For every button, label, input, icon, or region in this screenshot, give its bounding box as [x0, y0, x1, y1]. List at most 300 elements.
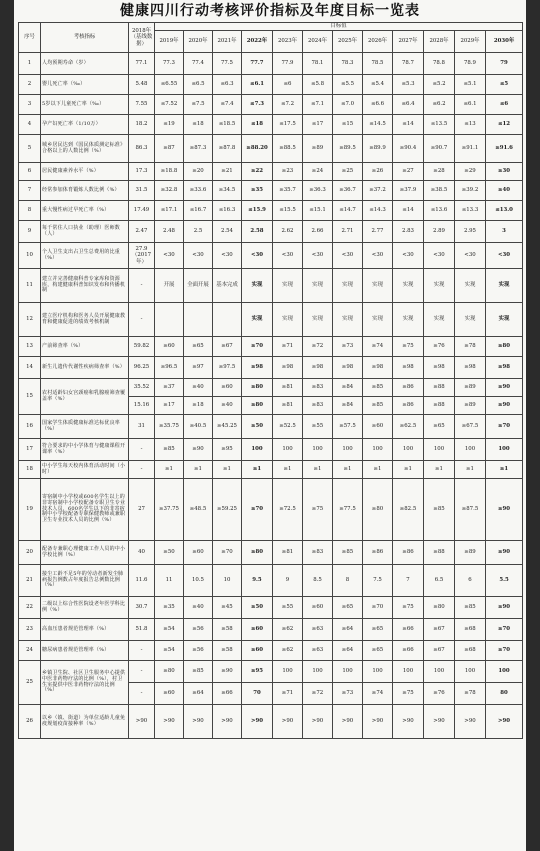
- target-cell: ≥70: [242, 479, 273, 541]
- target-cell: 100: [273, 661, 303, 683]
- target-cell: 77.4: [184, 53, 213, 75]
- target-cell: ≥70: [486, 415, 523, 439]
- target-cell: ≥18: [184, 397, 213, 415]
- target-cell: ≥87.8: [213, 135, 242, 163]
- target-group-header: 目标值: [155, 23, 523, 31]
- target-cell: ≥1: [155, 461, 184, 479]
- target-cell: 2.58: [242, 221, 273, 243]
- baseline-cell: 30.7: [129, 597, 155, 619]
- baseline-cell: -: [129, 661, 155, 683]
- baseline-cell: 2.47: [129, 221, 155, 243]
- target-cell: ≤15: [333, 115, 363, 135]
- target-cell: ≥98: [273, 357, 303, 379]
- target-cell: ≥85: [333, 541, 363, 565]
- target-cell: ≥40.5: [184, 415, 213, 439]
- target-cell: ≥45.25: [213, 415, 242, 439]
- target-cell: ≤18: [242, 115, 273, 135]
- target-cell: ≥89: [455, 397, 486, 415]
- target-cell: ≥80: [486, 337, 523, 357]
- target-cell: ≥85: [424, 479, 455, 541]
- target-cell: >90: [242, 705, 273, 739]
- target-cell: ≥91.1: [455, 135, 486, 163]
- target-cell: ≥1: [393, 461, 424, 479]
- target-cell: ≤15.1: [303, 201, 333, 221]
- table-row: [19, 541, 523, 565]
- target-cell: ≥67: [424, 641, 455, 661]
- target-cell: ≤6.5: [184, 75, 213, 95]
- year-header: 2021年: [213, 31, 242, 53]
- target-cell: ≥23: [273, 163, 303, 181]
- target-cell: ≥67: [424, 619, 455, 641]
- document-title: 健康四川行动考核评价指标及年度目标一览表: [120, 3, 420, 19]
- target-cell: 100: [273, 439, 303, 461]
- indicator-cell: 国家学生体质健康标准达标优良率（%）: [41, 415, 129, 439]
- baseline-cell: 7.55: [129, 95, 155, 115]
- target-cell: ≥78: [455, 683, 486, 705]
- target-cell: ≥91.6: [486, 135, 523, 163]
- target-cell: ≤5: [486, 75, 523, 95]
- table-row: [19, 53, 523, 75]
- target-cell: 100: [303, 439, 333, 461]
- target-cell: ≥58: [213, 641, 242, 661]
- seq-cell: 24: [19, 641, 41, 661]
- target-cell: ≥40: [184, 379, 213, 397]
- target-cell: >90: [424, 705, 455, 739]
- target-cell: ≤7.52: [155, 95, 184, 115]
- target-cell: ≥26: [363, 163, 393, 181]
- seq-cell: 16: [19, 415, 41, 439]
- seq-cell: 14: [19, 357, 41, 379]
- baseline-cell: 77.1: [129, 53, 155, 75]
- target-cell: ≥98: [303, 357, 333, 379]
- target-cell: ≤14.3: [363, 201, 393, 221]
- target-cell: ≥24: [303, 163, 333, 181]
- target-cell: ≤18.5: [213, 115, 242, 135]
- indicator-cell: 农村适龄妇女宫颈癌和乳腺癌筛查覆盖率（%）: [41, 379, 129, 415]
- seq-cell: 22: [19, 597, 41, 619]
- seq-cell: 3: [19, 95, 41, 115]
- target-cell: <30: [242, 243, 273, 269]
- target-cell: ≥56: [184, 641, 213, 661]
- target-cell: 2.5: [184, 221, 213, 243]
- table-row: [19, 75, 523, 95]
- target-cell: ≥97: [184, 357, 213, 379]
- seq-cell: 23: [19, 619, 41, 641]
- baseline-cell: 31.5: [129, 181, 155, 201]
- indicator-table: [18, 22, 523, 739]
- target-cell: ≥75: [393, 337, 424, 357]
- target-cell: >90: [155, 705, 184, 739]
- indicator-cell: 建立医疗机构和医务人员开展健康教育和健康促进的绩效考核机制: [41, 303, 129, 337]
- target-cell: 78.5: [363, 53, 393, 75]
- target-cell: <30: [486, 243, 523, 269]
- year-header: 2023年: [273, 31, 303, 53]
- target-cell: ≥70: [486, 619, 523, 641]
- baseline-header: 2018年（基线数据）: [129, 23, 155, 53]
- target-cell: ≥80: [242, 397, 273, 415]
- target-cell: 2.77: [363, 221, 393, 243]
- target-cell: ≥98: [486, 357, 523, 379]
- seq-cell: 8: [19, 201, 41, 221]
- target-cell: ≥62.5: [393, 415, 424, 439]
- target-cell: 6: [455, 565, 486, 597]
- target-cell: ≥80: [424, 597, 455, 619]
- target-cell: 100: [333, 661, 363, 683]
- target-cell: ≤6: [486, 95, 523, 115]
- target-cell: ≥1: [363, 461, 393, 479]
- target-cell: ≥18.8: [155, 163, 184, 181]
- target-cell: ≥25: [333, 163, 363, 181]
- baseline-cell: 59.82: [129, 337, 155, 357]
- baseline-cell: 5.48: [129, 75, 155, 95]
- target-cell: ≥81: [273, 541, 303, 565]
- target-cell: >90: [486, 705, 523, 739]
- table-row: [19, 135, 523, 163]
- target-cell: >90: [393, 705, 424, 739]
- target-cell: ≥84: [333, 379, 363, 397]
- target-cell: ≥70: [486, 641, 523, 661]
- table-row: [19, 181, 523, 201]
- target-cell: [155, 303, 184, 337]
- target-cell: 实现: [273, 303, 303, 337]
- target-cell: ≥1: [273, 461, 303, 479]
- target-cell: 10: [213, 565, 242, 597]
- target-cell: ≥68: [455, 619, 486, 641]
- target-cell: ≤7.5: [184, 95, 213, 115]
- target-cell: ≥1: [424, 461, 455, 479]
- target-cell: ≥86: [393, 541, 424, 565]
- target-cell: ≥80: [242, 541, 273, 565]
- document-page: [14, 0, 526, 851]
- target-cell: ≥83: [303, 379, 333, 397]
- target-cell: ≥60: [155, 683, 184, 705]
- target-cell: ≤12: [486, 115, 523, 135]
- target-cell: ≥50: [242, 415, 273, 439]
- baseline-cell: 96.25: [129, 357, 155, 379]
- target-cell: 11: [155, 565, 184, 597]
- table-row: [19, 379, 523, 397]
- target-cell: 100: [486, 661, 523, 683]
- target-cell: ≥75: [393, 597, 424, 619]
- target-cell: ≥98: [363, 357, 393, 379]
- target-cell: ≤6.2: [424, 95, 455, 115]
- target-cell: <30: [424, 243, 455, 269]
- target-cell: ≥20: [184, 163, 213, 181]
- target-cell: ≤15.9: [242, 201, 273, 221]
- target-cell: ≥89: [303, 135, 333, 163]
- year-header: 2022年: [242, 31, 273, 53]
- target-cell: 100: [363, 439, 393, 461]
- seq-cell: 12: [19, 303, 41, 337]
- target-cell: ≥90: [486, 541, 523, 565]
- baseline-cell: -: [129, 269, 155, 303]
- target-cell: ≥60: [303, 597, 333, 619]
- target-cell: ≥22: [242, 163, 273, 181]
- baseline-cell: -: [129, 439, 155, 461]
- target-cell: 100: [303, 661, 333, 683]
- indicator-cell: 产前筛查率（%）: [41, 337, 129, 357]
- target-cell: ≥84: [333, 397, 363, 415]
- target-cell: ≥97.5: [213, 357, 242, 379]
- target-cell: ≥1: [333, 461, 363, 479]
- seq-cell: 11: [19, 269, 41, 303]
- target-cell: 100: [393, 439, 424, 461]
- baseline-cell: -: [129, 303, 155, 337]
- target-cell: ≥35.75: [155, 415, 184, 439]
- target-cell: <30: [184, 243, 213, 269]
- seq-cell: 20: [19, 541, 41, 565]
- target-cell: ≥70: [242, 337, 273, 357]
- target-cell: >90: [363, 705, 393, 739]
- indicator-cell: 重大慢性病过早死亡率（%）: [41, 201, 129, 221]
- target-cell: ≤17.5: [273, 115, 303, 135]
- baseline-cell: 27: [129, 479, 155, 541]
- target-cell: ≥1: [242, 461, 273, 479]
- target-cell: 78.3: [333, 53, 363, 75]
- target-cell: ≥82.5: [393, 479, 424, 541]
- table-row: [19, 705, 523, 739]
- target-cell: ≥71: [273, 683, 303, 705]
- target-cell: 2.95: [455, 221, 486, 243]
- target-cell: ≥36.7: [333, 181, 363, 201]
- target-cell: ≤6.1: [455, 95, 486, 115]
- target-cell: 3: [486, 221, 523, 243]
- target-cell: ≥60: [184, 541, 213, 565]
- target-cell: ≤17: [303, 115, 333, 135]
- seq-cell: 7: [19, 181, 41, 201]
- indicator-cell: 糖尿病患者规范管理率（%）: [41, 641, 129, 661]
- indicator-cell: 孕产妇死亡率（1/10万）: [41, 115, 129, 135]
- target-cell: ≥71: [273, 337, 303, 357]
- target-cell: ≥65: [363, 619, 393, 641]
- target-cell: ≥35: [242, 181, 273, 201]
- target-cell: 78.7: [393, 53, 424, 75]
- target-cell: ≥62: [273, 619, 303, 641]
- target-cell: ≥88: [424, 379, 455, 397]
- target-cell: ≥98: [333, 357, 363, 379]
- baseline-cell: 27.9（2017年）: [129, 243, 155, 269]
- target-cell: 77.3: [155, 53, 184, 75]
- target-cell: 实现: [273, 269, 303, 303]
- target-cell: ≤5.1: [455, 75, 486, 95]
- target-cell: 实现: [393, 269, 424, 303]
- target-cell: ≤7.2: [273, 95, 303, 115]
- year-header: 2025年: [333, 31, 363, 53]
- seq-cell: 1: [19, 53, 41, 75]
- target-cell: 77.7: [242, 53, 273, 75]
- target-cell: ≥89: [455, 541, 486, 565]
- target-cell: ≥75: [303, 479, 333, 541]
- target-cell: ≥90: [213, 661, 242, 683]
- target-cell: ≥78: [455, 337, 486, 357]
- target-cell: ≤16.3: [213, 201, 242, 221]
- baseline-cell: -: [129, 461, 155, 479]
- target-cell: 9: [273, 565, 303, 597]
- target-cell: ≥35: [155, 597, 184, 619]
- target-cell: ≤5.8: [303, 75, 333, 95]
- target-cell: ≥39.2: [455, 181, 486, 201]
- target-cell: ≥62: [273, 641, 303, 661]
- indicator-cell: 二级以上综合性医院设老年医学科比例（%）: [41, 597, 129, 619]
- target-cell: ≥67.5: [455, 415, 486, 439]
- target-cell: 实现: [363, 303, 393, 337]
- baseline-cell: -: [129, 683, 155, 705]
- target-cell: >90: [333, 705, 363, 739]
- table-row: [19, 303, 523, 337]
- target-cell: ≥21: [213, 163, 242, 181]
- target-cell: ≥27: [393, 163, 424, 181]
- target-cell: 实现: [242, 303, 273, 337]
- target-cell: ≥30: [486, 163, 523, 181]
- seq-cell: 5: [19, 135, 41, 163]
- baseline-cell: 31: [129, 415, 155, 439]
- target-cell: ≥90: [486, 597, 523, 619]
- target-cell: 10.5: [184, 565, 213, 597]
- target-cell: 实现: [455, 269, 486, 303]
- target-cell: <30: [363, 243, 393, 269]
- target-cell: ≥83: [303, 397, 333, 415]
- indicator-cell: 人均预期寿命（岁）: [41, 53, 129, 75]
- target-cell: 8.5: [303, 565, 333, 597]
- table-row: [19, 415, 523, 439]
- target-cell: >90: [455, 705, 486, 739]
- target-cell: ≤13.5: [424, 115, 455, 135]
- target-cell: ≥81: [273, 379, 303, 397]
- baseline-cell: 40: [129, 541, 155, 565]
- target-cell: 7: [393, 565, 424, 597]
- target-cell: 100: [455, 439, 486, 461]
- target-cell: ≥33.6: [184, 181, 213, 201]
- target-cell: 100: [393, 661, 424, 683]
- target-cell: ≥37.9: [393, 181, 424, 201]
- target-cell: ≥64: [184, 683, 213, 705]
- table-row: [19, 95, 523, 115]
- target-cell: ≥74: [363, 337, 393, 357]
- baseline-cell: >90: [129, 705, 155, 739]
- target-cell: ≥65: [424, 415, 455, 439]
- target-cell: ≥86: [393, 379, 424, 397]
- target-cell: ≥57.5: [333, 415, 363, 439]
- target-cell: ≥60: [155, 337, 184, 357]
- target-cell: ≥54: [155, 619, 184, 641]
- target-cell: ≥72: [303, 337, 333, 357]
- seq-cell: 4: [19, 115, 41, 135]
- seq-cell: 15: [19, 379, 41, 415]
- target-cell: ≥88.5: [273, 135, 303, 163]
- target-cell: ≥98: [242, 357, 273, 379]
- year-header: 2027年: [393, 31, 424, 53]
- target-cell: ≥37: [155, 379, 184, 397]
- target-cell: 100: [242, 439, 273, 461]
- baseline-cell: 15.16: [129, 397, 155, 415]
- target-cell: ≥96.5: [155, 357, 184, 379]
- target-cell: ≥36.3: [303, 181, 333, 201]
- target-cell: ≥37.2: [363, 181, 393, 201]
- table-row: [19, 661, 523, 683]
- target-cell: ≤6.4: [393, 95, 424, 115]
- target-cell: 100: [333, 439, 363, 461]
- target-cell: 78.1: [303, 53, 333, 75]
- indicator-cell: 以乡（镇、街道）为单位适龄儿童免疫规划疫苗接种率（%）: [41, 705, 129, 739]
- target-cell: 70: [242, 683, 273, 705]
- target-cell: ≥35.7: [273, 181, 303, 201]
- year-header: 2019年: [155, 31, 184, 53]
- seq-cell: 17: [19, 439, 41, 461]
- indicator-cell: 个人卫生支出占卫生总费用的比重（%）: [41, 243, 129, 269]
- table-row: [19, 565, 523, 597]
- target-cell: 实现: [333, 303, 363, 337]
- target-cell: ≥88: [424, 541, 455, 565]
- target-cell: ≥73: [333, 337, 363, 357]
- target-cell: [184, 303, 213, 337]
- target-cell: ≥89: [455, 379, 486, 397]
- target-cell: 8: [333, 565, 363, 597]
- indicator-cell: 婴儿死亡率（‰）: [41, 75, 129, 95]
- target-cell: ≤13.6: [424, 201, 455, 221]
- target-cell: ≤15.5: [273, 201, 303, 221]
- target-cell: ≥87: [155, 135, 184, 163]
- target-cell: ≥85: [363, 397, 393, 415]
- target-cell: 100: [455, 661, 486, 683]
- target-cell: ≥86: [393, 397, 424, 415]
- target-cell: 实现: [424, 269, 455, 303]
- seq-cell: 10: [19, 243, 41, 269]
- target-cell: 开展: [155, 269, 184, 303]
- target-cell: 100: [424, 439, 455, 461]
- indicator-cell: 接尘工龄不足5年的劳动者新发尘肺病报告例数占年度报告总例数比例（%）: [41, 565, 129, 597]
- target-cell: ≤6.55: [155, 75, 184, 95]
- seq-cell: 9: [19, 221, 41, 243]
- target-cell: ≥1: [455, 461, 486, 479]
- target-cell: ≥87.5: [455, 479, 486, 541]
- table-row: [19, 439, 523, 461]
- target-cell: 实现: [424, 303, 455, 337]
- target-cell: ≥73: [333, 683, 363, 705]
- target-cell: ≥34.5: [213, 181, 242, 201]
- target-cell: ≥83: [303, 541, 333, 565]
- seq-header: 序号: [19, 23, 41, 53]
- year-header: 2029年: [455, 31, 486, 53]
- target-cell: ≥40: [486, 181, 523, 201]
- target-cell: ≥90: [486, 379, 523, 397]
- target-cell: 全面开展: [184, 269, 213, 303]
- target-cell: ≥72: [303, 683, 333, 705]
- target-cell: ≤6.3: [213, 75, 242, 95]
- target-cell: 2.54: [213, 221, 242, 243]
- target-cell: 7.5: [363, 565, 393, 597]
- target-cell: ≥85: [155, 439, 184, 461]
- target-cell: 100: [486, 439, 523, 461]
- target-cell: ≥76: [424, 683, 455, 705]
- target-cell: ≥89.5: [333, 135, 363, 163]
- target-cell: ≥76: [424, 337, 455, 357]
- baseline-cell: 51.8: [129, 619, 155, 641]
- baseline-cell: 17.49: [129, 201, 155, 221]
- seq-cell: 2: [19, 75, 41, 95]
- target-cell: ≥65: [333, 597, 363, 619]
- indicator-cell: 配备专兼职心理健康工作人员的中小学校比例（%）: [41, 541, 129, 565]
- target-cell: ≥81: [273, 397, 303, 415]
- table-row: [19, 479, 523, 541]
- target-cell: <30: [155, 243, 184, 269]
- year-header: 2024年: [303, 31, 333, 53]
- target-cell: 实现: [393, 303, 424, 337]
- target-cell: ≤7.4: [213, 95, 242, 115]
- target-cell: ≥80: [363, 479, 393, 541]
- indicator-cell: 新生儿遗传代谢性疾病筛查率（%）: [41, 357, 129, 379]
- target-cell: ≥32.8: [155, 181, 184, 201]
- target-cell: ≥29: [455, 163, 486, 181]
